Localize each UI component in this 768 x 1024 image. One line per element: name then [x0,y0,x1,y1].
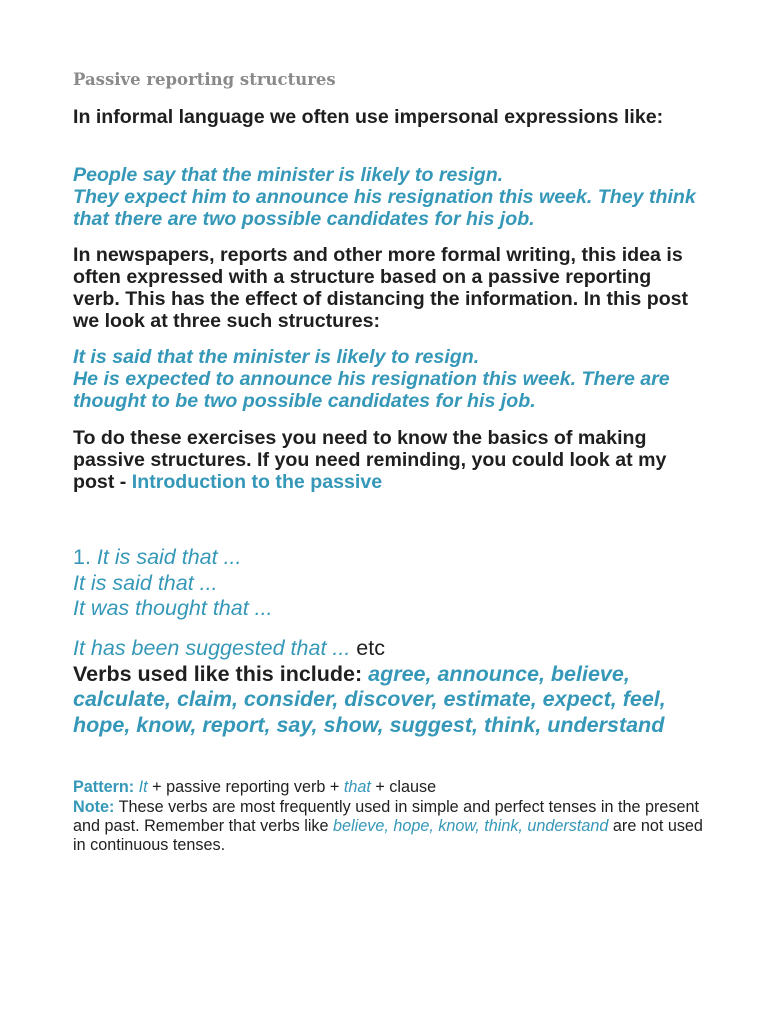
suggested-phrase: It has been suggested that ... [73,636,351,660]
pattern-mid: + passive reporting verb + [147,778,344,796]
verbs-list [73,662,713,739]
verbs-items: agree, announce, believe, calculate, claim, consider, discover, estimate, expect, feel, hope, know, report, say, show, suggest, think, understand [73,661,666,737]
formal-example-1: It is said that the minister is likely to resign. [73,346,480,368]
pattern-it: It [138,778,148,796]
section-1-heading [73,545,713,622]
verbs-lead: Verbs used like this include: [73,661,369,686]
informal-example-1: People say that the minister is likely to resign. [73,164,504,186]
informal-examples [73,164,703,230]
formal-examples [73,346,703,412]
page-title: Passive reporting structures [73,70,336,89]
exercise-text: To do these exercises you need to know the basics of making passive structures. If you need reminding, you could look at my post - [73,427,667,493]
etc-text: etc [350,636,385,660]
section-1-verbs-block [73,636,713,738]
pattern-end: + clause [370,778,437,796]
note-text-1: These verbs are most frequently used in simple and perfect tenses in the present and past. Remember that verbs like [73,798,699,835]
introduction-to-passive-link[interactable]: Introduction to the passive [131,471,383,493]
informal-example-2: They expect him to announce his resignation this week. They think that there are two possible candidates for his job. [73,186,696,230]
note-paragraph [73,798,713,855]
note-text-2: are not used in continuous tenses. [73,817,703,854]
formal-intro-paragraph: In newspapers, reports and other more formal writing, this idea is often expressed with a structure based on a passive reporting verb. This has the effect of distancing the information. In this post we look at three such structures: [73,244,689,332]
section-1-phrase-3: It was thought that ... [73,596,273,620]
section-1-line-1 [73,545,713,571]
note-label: Note: [73,798,115,816]
note-verbs: believe, hope, know, think, understand [333,817,609,835]
exercise-paragraph [73,427,703,493]
formal-example-2: He is expected to announce his resignation this week. There are thought to be two possible candidates for his job. [73,368,670,412]
section-1-phrase-2: It is said that ... [73,570,218,595]
pattern-label: Pattern: [73,778,135,796]
pattern-line [73,778,713,797]
suggested-line [73,636,713,662]
pattern-that: that [343,778,371,796]
intro-paragraph: In informal language we often use impersonal expressions like: [73,106,664,128]
section-number: 1. [73,545,97,569]
section-1-phrase-1: It is said that ... [96,545,242,569]
